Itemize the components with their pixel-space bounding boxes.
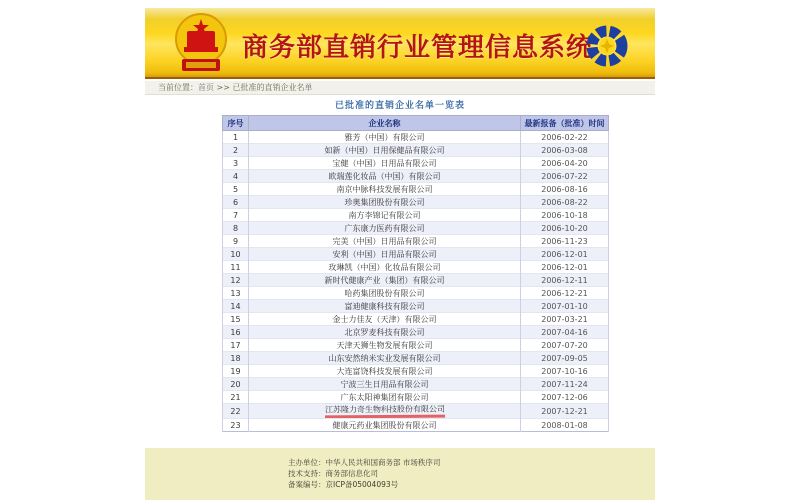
approval-date: 2007-03-21	[521, 313, 609, 326]
company-name-link[interactable]: 宝健（中国）日用品有限公司	[249, 157, 521, 170]
table-row	[223, 196, 609, 209]
table-row	[223, 300, 609, 313]
company-name-link[interactable]: 新时代健康产业（集团）有限公司	[249, 274, 521, 287]
site-banner	[145, 8, 655, 79]
row-number: 2	[223, 144, 249, 157]
table-row	[223, 352, 609, 365]
approval-date: 2007-04-16	[521, 326, 609, 339]
page-title: 已批准的直销企业名单一览表	[334, 101, 465, 111]
row-number: 16	[223, 326, 249, 339]
approval-date: 2007-01-10	[521, 300, 609, 313]
row-number: 3	[223, 157, 249, 170]
approval-date: 2007-12-21	[521, 404, 609, 419]
row-number: 7	[223, 209, 249, 222]
column-header-name: 企业名称	[249, 116, 521, 131]
table-row	[223, 170, 609, 183]
company-name-link[interactable]	[249, 404, 521, 419]
row-number: 12	[223, 274, 249, 287]
row-number: 11	[223, 261, 249, 274]
table-row	[223, 183, 609, 196]
approval-date: 2006-12-11	[521, 274, 609, 287]
row-number: 22	[223, 404, 249, 419]
approval-date: 2006-12-21	[521, 287, 609, 300]
breadcrumb[interactable]: 当前位置：首页 >> 已批准的直销企业名单	[145, 81, 655, 95]
row-number: 23	[223, 419, 249, 432]
company-name-link[interactable]: 欧瑞莲化妆品（中国）有限公司	[249, 170, 521, 183]
company-name-link[interactable]: 雅芳（中国）有限公司	[249, 131, 521, 144]
company-name-link[interactable]: 金士力佳友（天津）有限公司	[249, 313, 521, 326]
row-number: 14	[223, 300, 249, 313]
approval-date: 2007-09-05	[521, 352, 609, 365]
company-name-link[interactable]: 南京中脉科技发展有限公司	[249, 183, 521, 196]
row-number: 13	[223, 287, 249, 300]
table-row	[223, 404, 609, 419]
company-table	[222, 115, 609, 432]
company-name-link[interactable]: 富迪健康科技有限公司	[249, 300, 521, 313]
page-content	[145, 0, 655, 500]
approval-date: 2006-10-18	[521, 209, 609, 222]
company-name-link[interactable]: 大连富饶科技发展有限公司	[249, 365, 521, 378]
company-name-link[interactable]: 健康元药业集团股份有限公司	[249, 419, 521, 432]
approval-date: 2006-07-22	[521, 170, 609, 183]
approval-date: 2006-02-22	[521, 131, 609, 144]
company-name-link[interactable]: 完美（中国）日用品有限公司	[249, 235, 521, 248]
blue-flower-logo-icon	[585, 24, 629, 72]
national-emblem-icon	[172, 11, 230, 81]
company-name-link[interactable]: 广东康力医药有限公司	[249, 222, 521, 235]
table-row	[223, 326, 609, 339]
row-number: 19	[223, 365, 249, 378]
row-number: 15	[223, 313, 249, 326]
column-header-no: 序号	[223, 116, 249, 131]
table-row	[223, 131, 609, 144]
row-number: 4	[223, 170, 249, 183]
row-number: 21	[223, 391, 249, 404]
row-number: 20	[223, 378, 249, 391]
approval-date: 2006-08-22	[521, 196, 609, 209]
company-name-link[interactable]: 玫琳凯（中国）化妆品有限公司	[249, 261, 521, 274]
company-name-link[interactable]: 广东太阳神集团有限公司	[249, 391, 521, 404]
row-number: 10	[223, 248, 249, 261]
table-row	[223, 391, 609, 404]
approval-date: 2007-07-20	[521, 339, 609, 352]
table-row	[223, 313, 609, 326]
table-row	[223, 248, 609, 261]
table-row	[223, 222, 609, 235]
company-name-link[interactable]: 珍奥集团股份有限公司	[249, 196, 521, 209]
company-name-link[interactable]: 南方李锦记有限公司	[249, 209, 521, 222]
table-row	[223, 261, 609, 274]
table-row	[223, 365, 609, 378]
approval-date: 2007-11-24	[521, 378, 609, 391]
row-number: 8	[223, 222, 249, 235]
column-header-date: 最新报备（批准）时间	[521, 116, 609, 131]
approval-date: 2006-10-20	[521, 222, 609, 235]
row-number: 18	[223, 352, 249, 365]
table-row	[223, 419, 609, 432]
company-name-link[interactable]: 安利（中国）日用品有限公司	[249, 248, 521, 261]
table-row	[223, 144, 609, 157]
company-name-link[interactable]: 北京罗麦科技有限公司	[249, 326, 521, 339]
company-name-link[interactable]: 如新（中国）日用保健品有限公司	[249, 144, 521, 157]
approval-date: 2007-10-16	[521, 365, 609, 378]
approval-date: 2006-12-01	[521, 261, 609, 274]
highlight-underline: 江苏隆力奇生物科技股份有限公司	[324, 404, 444, 419]
approval-date: 2007-12-06	[521, 391, 609, 404]
row-number: 1	[223, 131, 249, 144]
table-row	[223, 235, 609, 248]
footer-line-icp: 备案编号：京ICP备05004093号	[288, 480, 399, 489]
table-header-row	[223, 116, 609, 131]
approval-date: 2008-01-08	[521, 419, 609, 432]
site-title: 商务部直销行业管理信息系统	[242, 33, 594, 63]
approval-date: 2006-03-08	[521, 144, 609, 157]
approval-date: 2006-08-16	[521, 183, 609, 196]
row-number: 6	[223, 196, 249, 209]
page-footer	[145, 448, 655, 500]
company-name-link[interactable]: 哈药集团股份有限公司	[249, 287, 521, 300]
approval-date: 2006-04-20	[521, 157, 609, 170]
approval-date: 2006-11-23	[521, 235, 609, 248]
table-row	[223, 287, 609, 300]
table-row	[223, 339, 609, 352]
table-row	[223, 274, 609, 287]
company-name-link[interactable]: 宁波三生日用品有限公司	[249, 378, 521, 391]
row-number: 5	[223, 183, 249, 196]
table-row	[223, 209, 609, 222]
approval-date: 2006-12-01	[521, 248, 609, 261]
table-row	[223, 157, 609, 170]
row-number: 17	[223, 339, 249, 352]
company-name-link[interactable]: 山东安然纳米实业发展有限公司	[249, 352, 521, 365]
row-number: 9	[223, 235, 249, 248]
company-name-link[interactable]: 天津天狮生物发展有限公司	[249, 339, 521, 352]
footer-line-host: 主办单位：中华人民共和国商务部 市场秩序司	[288, 458, 441, 467]
footer-line-support: 技术支持：商务部信息化司	[288, 469, 378, 478]
table-row	[223, 378, 609, 391]
